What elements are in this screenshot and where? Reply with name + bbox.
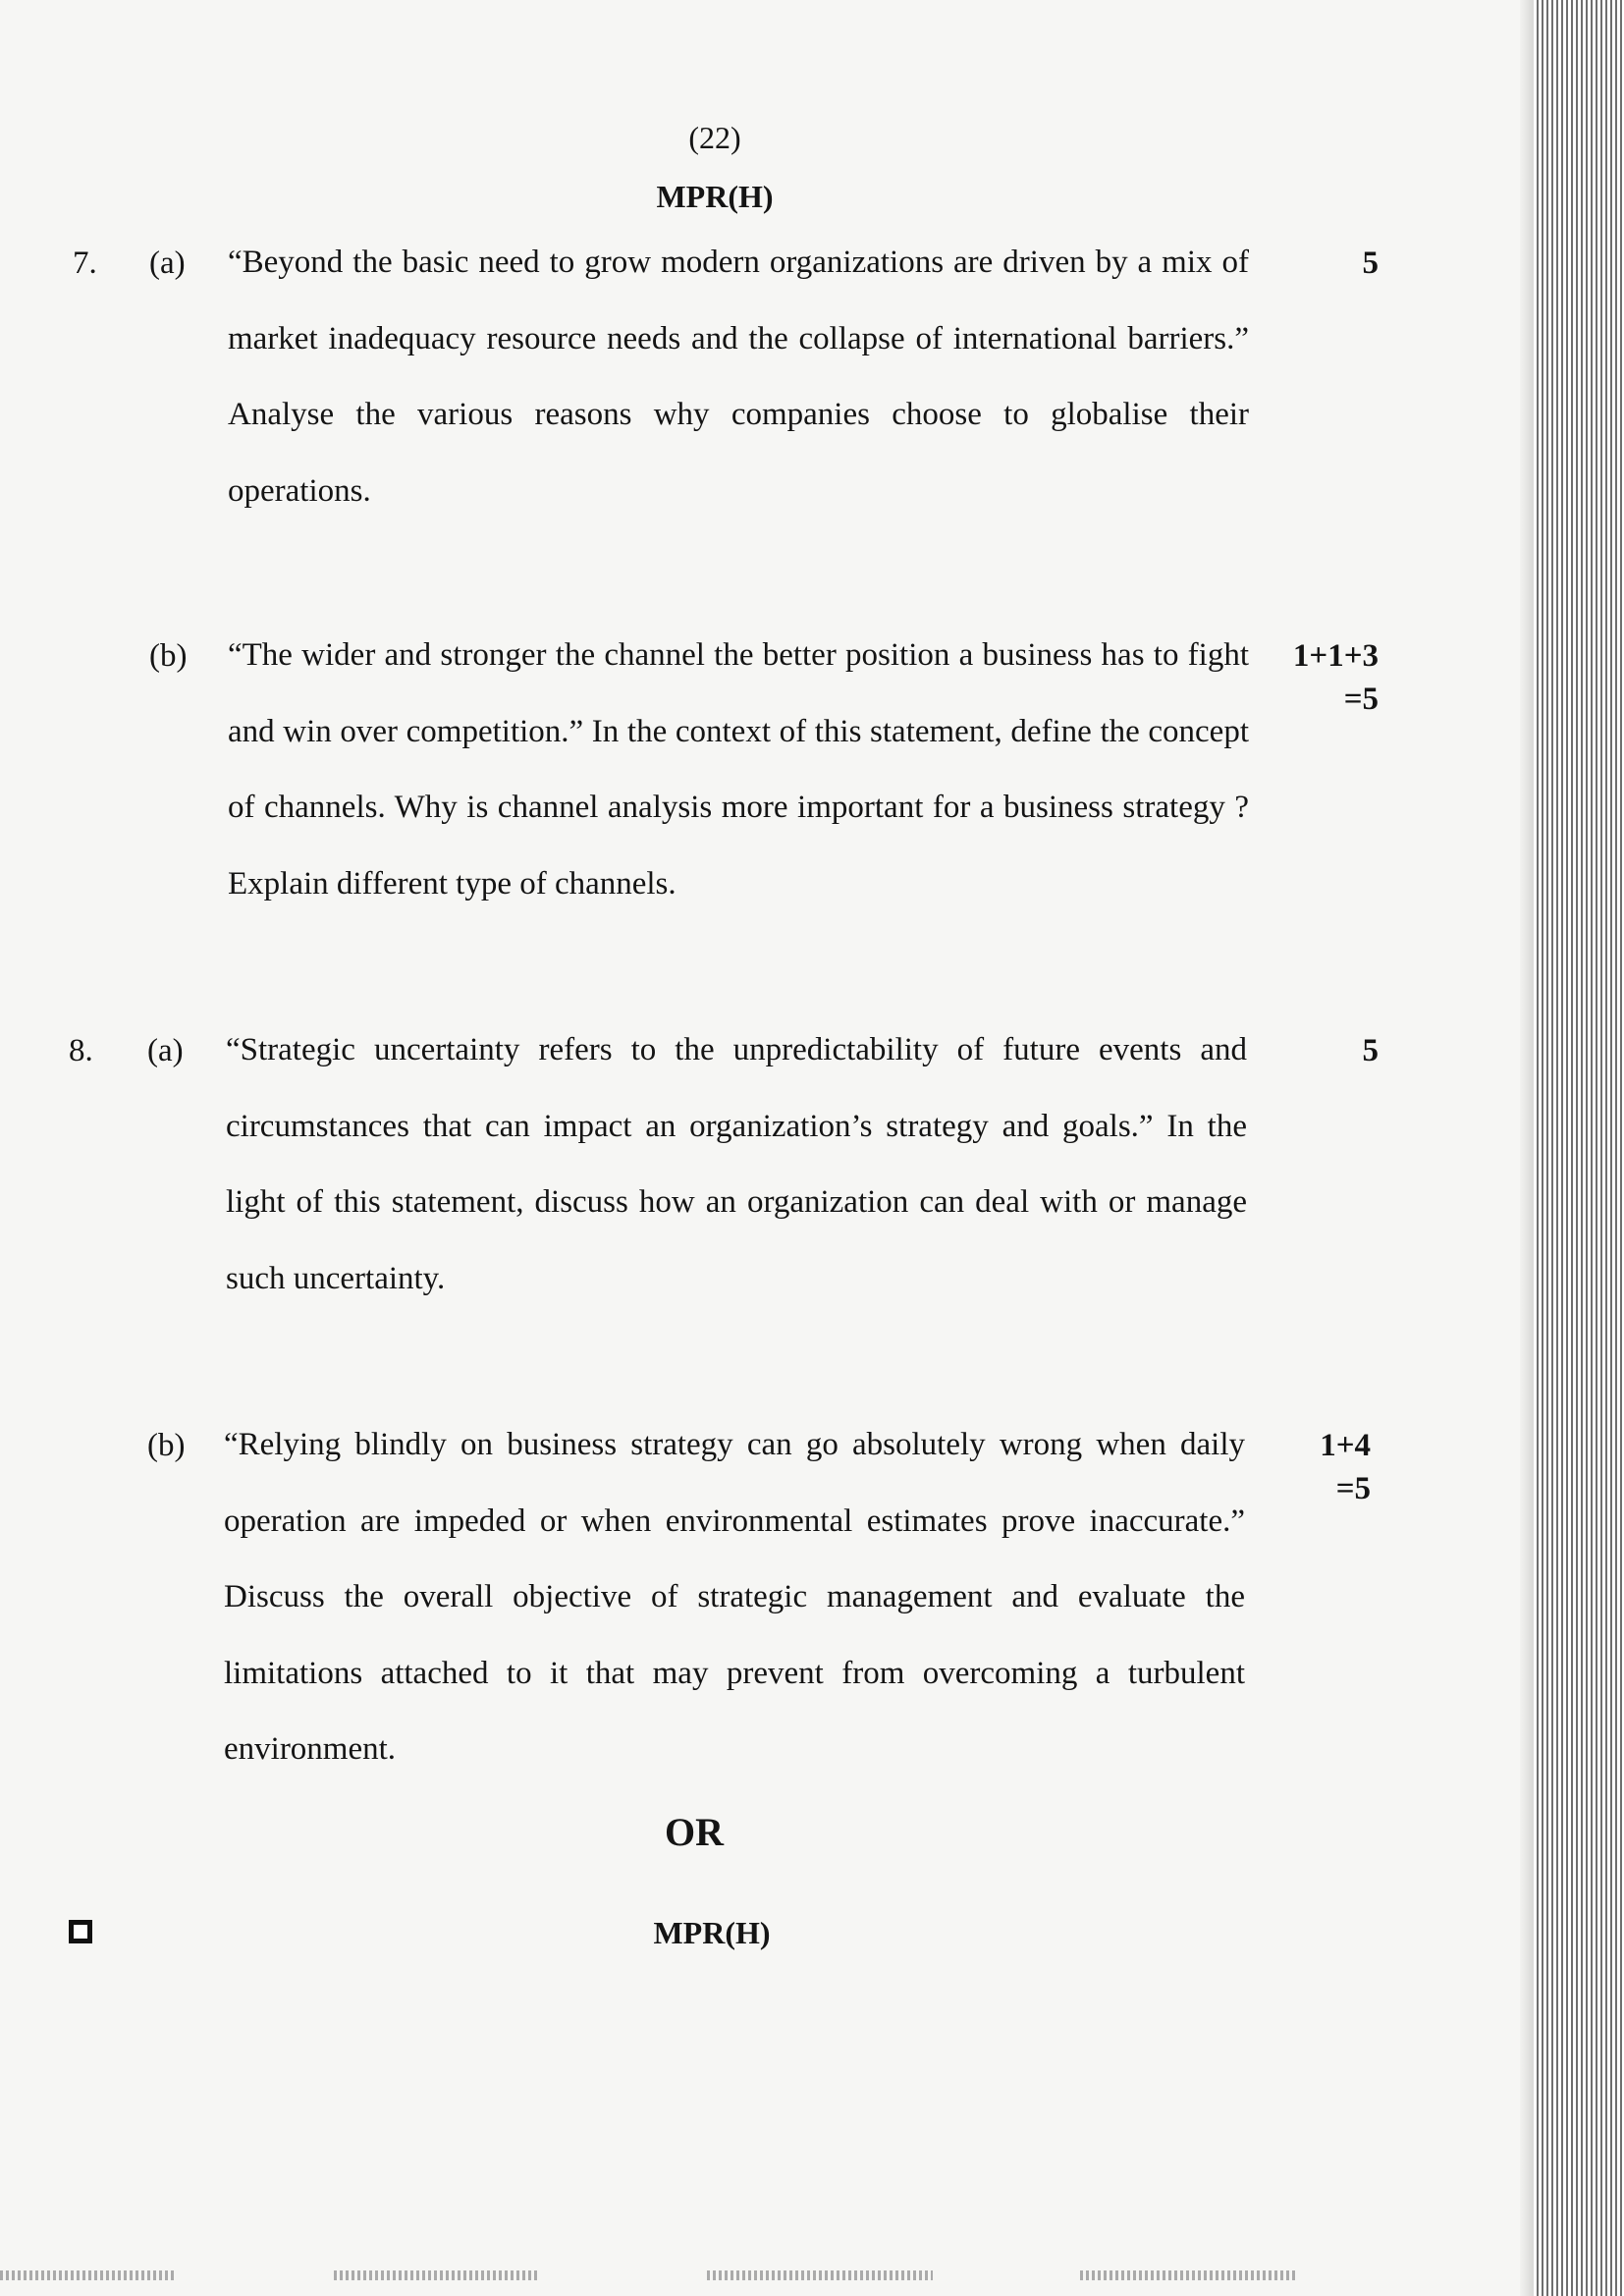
- marks-7b: 1+1+3 =5: [1292, 638, 1379, 717]
- question-text-8b: “Relying blindly on business strategy can go absolutely wrong when daily operation are impeded or when environmental estimates prove inaccurate.” Discuss the overall objective of strategic management and evaluate the limitations attached to it that may prevent from overcoming a turbulent environment.: [224, 1427, 1245, 1767]
- scan-speck: [334, 2270, 540, 2280]
- part-label-7a: (a): [149, 246, 186, 281]
- question-text-8a: “Strategic uncertainty refers to the unpredictability of future events and circumstances that can impact an organization’s strategy and goals.” In the light of this statement, discuss how an organization can deal with or manage such uncertainty.: [226, 1032, 1247, 1296]
- scan-speck: [0, 2270, 177, 2280]
- part-label-8a: (a): [147, 1033, 184, 1068]
- question-number-8: 8.: [69, 1033, 93, 1068]
- question-text-7a: “Beyond the basic need to grow modern organizations are driven by a mix of market inadequacy resource needs and the collapse of international barriers.” Analyse the various reasons why companies choose to globalise their operations.: [228, 245, 1249, 509]
- marks-7a: 5: [1362, 246, 1379, 281]
- paper-code-header: MPR(H): [656, 179, 774, 214]
- marks-8a: 5: [1362, 1033, 1379, 1068]
- marks-8b: 1+4 =5: [1320, 1428, 1371, 1506]
- scan-speck: [707, 2270, 933, 2280]
- question-number-7: 7.: [73, 246, 97, 281]
- question-text-7b: “The wider and stronger the channel the better position a business has to fight and win over competition.” In the context of this statement, define the concept of channels. Why is channel analysis more important for a business strategy ? Explain different type of channels.: [228, 637, 1249, 902]
- or-heading: OR: [665, 1810, 724, 1854]
- page-edge-shadow: [1520, 0, 1534, 2296]
- scan-noise-strip: [0, 2259, 1532, 2296]
- scan-speck: [1080, 2270, 1296, 2280]
- page-stack-edge: [1534, 0, 1624, 2296]
- part-label-7b: (b): [149, 638, 188, 674]
- part-label-8b: (b): [147, 1428, 186, 1463]
- paper-code-footer: MPR(H): [653, 1915, 771, 1950]
- page-number: (22): [688, 120, 741, 155]
